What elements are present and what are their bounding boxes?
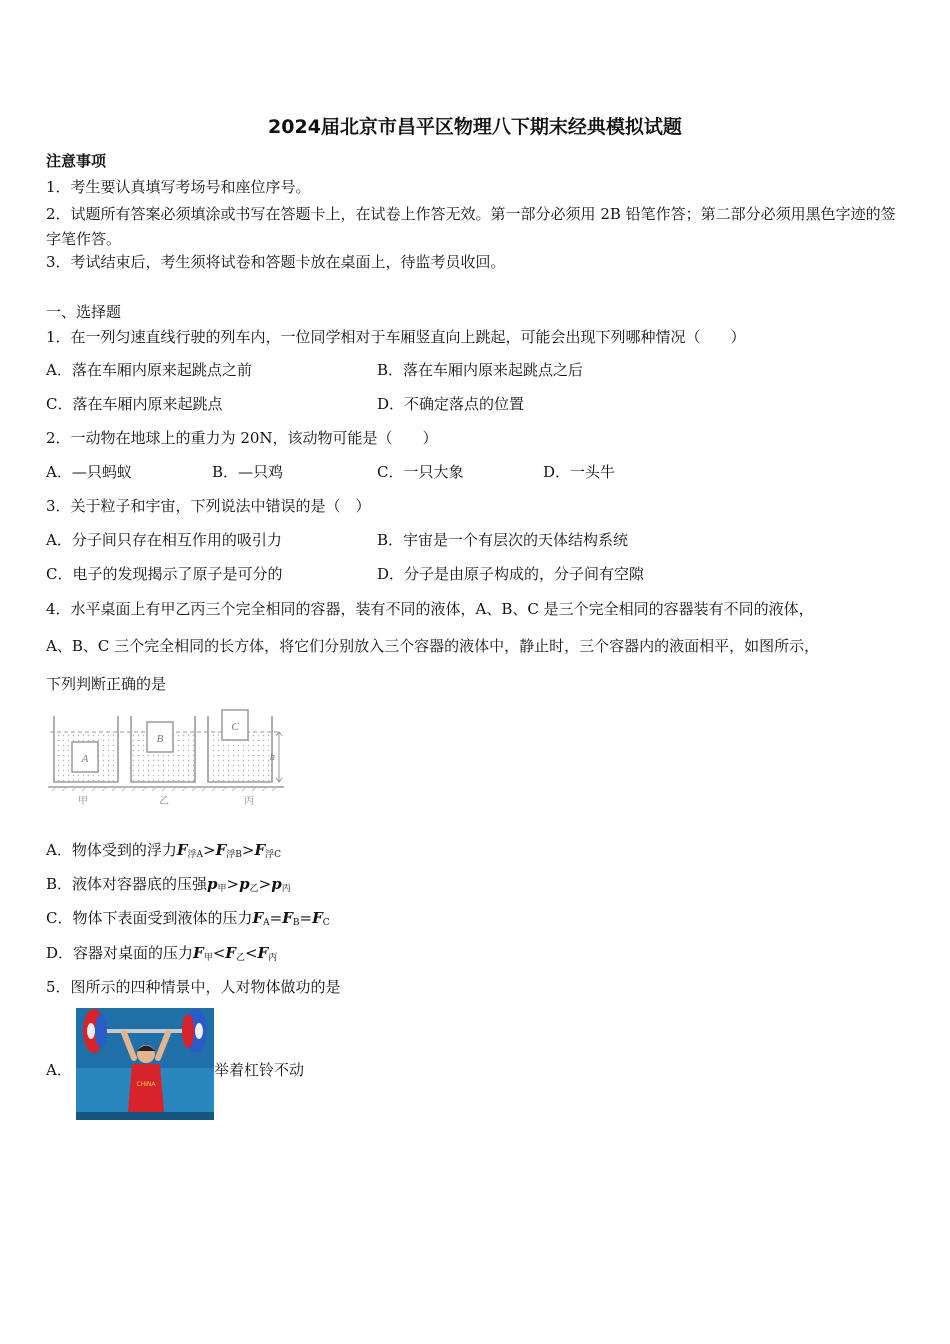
subscript: A bbox=[263, 918, 270, 928]
photo-caption: CHINA bbox=[136, 1081, 156, 1088]
symbol-f: F bbox=[225, 944, 236, 962]
weightlifter-illustration bbox=[76, 1008, 214, 1120]
operator: < bbox=[212, 944, 226, 962]
page-title: 2024届北京市昌平区物理八下期末经典模拟试题 bbox=[268, 116, 682, 138]
q4-option-a bbox=[46, 840, 281, 865]
q4-option-b-text: B．液体对容器底的压强 bbox=[46, 875, 208, 893]
q4-stem-line-3: 下列判断正确的是 bbox=[46, 675, 167, 693]
q2-option-c: C．一只大象 bbox=[377, 463, 464, 481]
container-label-jia: 甲 bbox=[78, 796, 88, 807]
container-label-bing: 丙 bbox=[244, 796, 254, 807]
q1-option-b: B．落在车厢内原来起跳点之后 bbox=[377, 361, 584, 379]
operator: > bbox=[226, 875, 240, 893]
symbol-f: F bbox=[215, 841, 227, 859]
q5-option-a-text: 举着杠铃不动 bbox=[214, 1061, 305, 1079]
symbol-p: p bbox=[239, 875, 250, 893]
symbol-f: F bbox=[257, 944, 269, 962]
q3-option-d: D．分子是由原子构成的，分子间有空隙 bbox=[377, 565, 645, 583]
symbol-f: F bbox=[254, 841, 266, 859]
q4-stem-line-1: 4．水平桌面上有甲乙丙三个完全相同的容器，装有不同的液体，A、B、C 是三个完全相同的容器装有不同的液体， bbox=[46, 600, 814, 618]
subscript: 浮A bbox=[187, 850, 203, 860]
q4-option-c bbox=[46, 908, 330, 933]
operator: = bbox=[269, 909, 283, 927]
symbol-f: F bbox=[252, 909, 264, 927]
q5-stem: 5．图所示的四种情景中，人对物体做功的是 bbox=[46, 978, 341, 996]
q2-stem: 2．一动物在地球上的重力为 20N，该动物可能是（ ） bbox=[46, 429, 438, 447]
symbol-f: F bbox=[282, 909, 293, 927]
q4-option-c-text: C．物体下表面受到液体的压力 bbox=[46, 909, 253, 927]
operator: > bbox=[203, 841, 216, 859]
weightlifter-photo bbox=[76, 1008, 214, 1120]
q1-option-a: A．落在车厢内原来起跳点之前 bbox=[46, 361, 252, 379]
operator: > bbox=[241, 841, 255, 859]
q2-option-a: A．—只蚂蚁 bbox=[46, 463, 132, 481]
section-heading: 一、选择题 bbox=[46, 303, 122, 321]
q4-option-d bbox=[46, 943, 277, 968]
q2-option-d: D．一头牛 bbox=[543, 463, 616, 481]
q4-stem-line-2: A、B、C 三个完全相同的长方体，将它们分别放入三个容器的液体中，静止时，三个容器内的液面相平，如图所示， bbox=[46, 637, 820, 655]
block-a-label: A bbox=[81, 753, 89, 765]
q3-option-c: C．电子的发现揭示了原子是可分的 bbox=[46, 565, 283, 583]
q4-option-d-text: D．容器对桌面的压力 bbox=[46, 944, 194, 962]
notice-heading: 注意事项 bbox=[46, 152, 107, 170]
containers-figure bbox=[46, 708, 286, 808]
symbol-f: F bbox=[193, 944, 204, 962]
notice-item-3: 3．考试结束后，考生须将试卷和答题卡放在桌面上，待监考员收回。 bbox=[46, 253, 506, 271]
q1-option-c: C．落在车厢内原来起跳点 bbox=[46, 395, 223, 413]
symbol-f: F bbox=[312, 909, 323, 927]
subscript: 甲 bbox=[217, 884, 227, 894]
subscript: C bbox=[322, 918, 330, 928]
subscript: 乙 bbox=[235, 953, 245, 963]
q1-stem: 1．在一列匀速直线行驶的列车内，一位同学相对于车厢竖直向上跳起，可能会出现下列哪种情况（ ） bbox=[46, 328, 746, 346]
q5-option-a-label: A． bbox=[46, 1061, 72, 1079]
subscript: 浮B bbox=[226, 850, 242, 860]
q1-option-d: D．不确定落点的位置 bbox=[377, 395, 525, 413]
operator: = bbox=[299, 909, 313, 927]
q3-option-b: B．宇宙是一个有层次的天体结构系统 bbox=[377, 531, 629, 549]
block-b-label: B bbox=[156, 733, 164, 745]
symbol-p: p bbox=[207, 875, 218, 893]
q2-option-b: B．—只鸡 bbox=[212, 463, 284, 481]
subscript: 甲 bbox=[203, 953, 213, 963]
notice-item-2: 2．试题所有答案必须填涂或书写在答题卡上，在试卷上作答无效。第一部分必须用 2B 铅笔作答；第二部分必须用黑色字迹的签字笔作答。 bbox=[46, 205, 896, 248]
notice-item-1: 1．考生要认真填写考场号和座位序号。 bbox=[46, 178, 311, 196]
block-c-label: C bbox=[231, 721, 239, 733]
symbol-f: F bbox=[176, 841, 188, 859]
q3-option-a: A．分子间只存在相互作用的吸引力 bbox=[46, 531, 282, 549]
height-label: h bbox=[270, 752, 275, 763]
subscript: 丙 bbox=[281, 884, 291, 894]
subscript: B bbox=[292, 918, 300, 928]
subscript: 浮C bbox=[265, 850, 281, 860]
subscript: 乙 bbox=[249, 884, 259, 894]
q4-option-a-text: A．物体受到的浮力 bbox=[46, 841, 177, 859]
subscript: 丙 bbox=[268, 953, 278, 963]
operator: > bbox=[258, 875, 272, 893]
symbol-p: p bbox=[271, 875, 282, 893]
container-label-yi: 乙 bbox=[159, 796, 169, 807]
q3-stem: 3．关于粒子和宇宙，下列说法中错误的是（ ） bbox=[46, 497, 371, 515]
q4-option-b bbox=[46, 874, 291, 899]
operator: < bbox=[244, 944, 258, 962]
